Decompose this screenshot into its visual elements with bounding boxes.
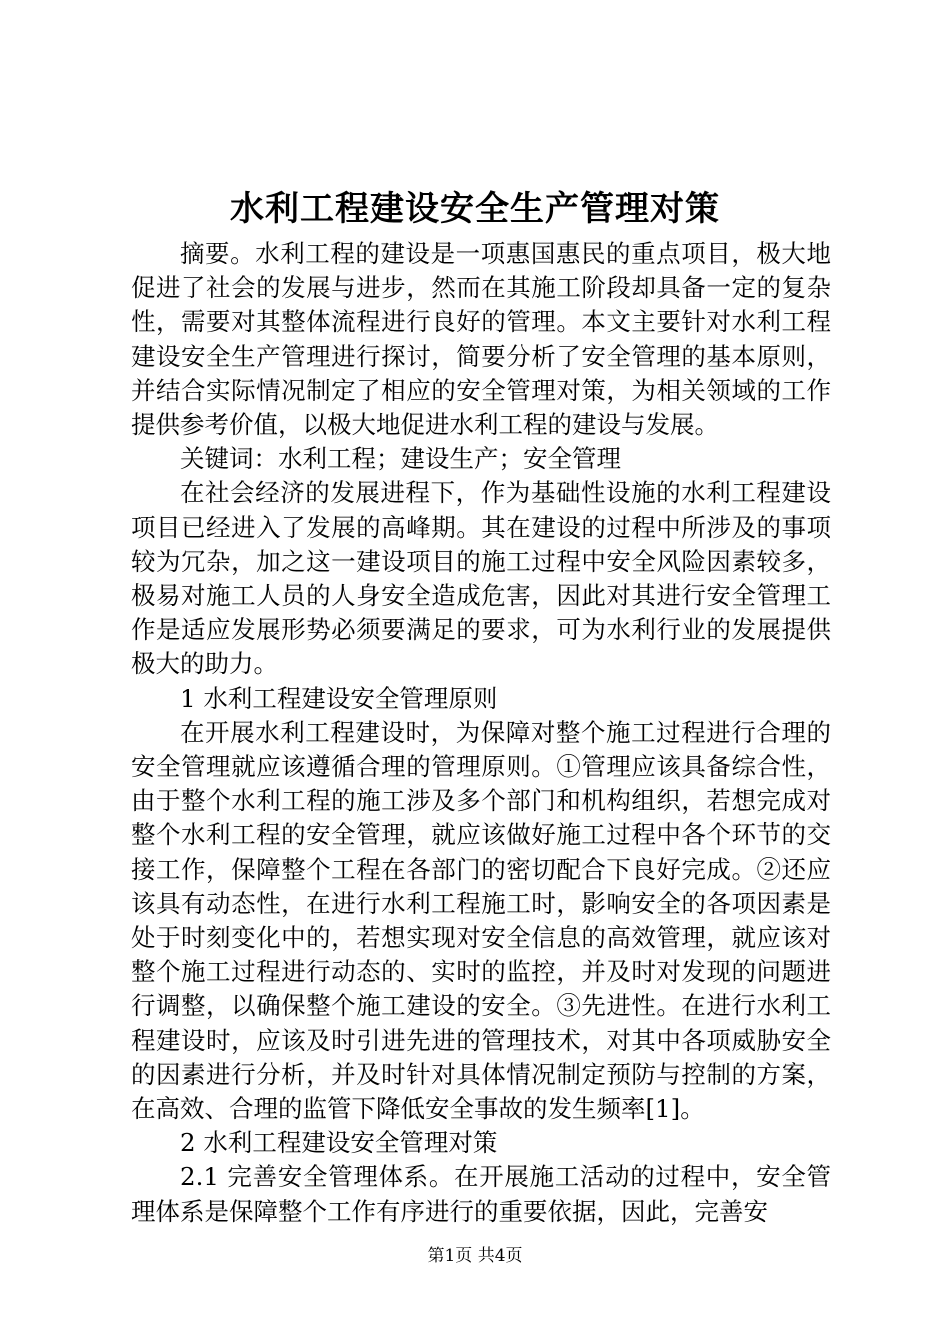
document-body: [131, 237, 831, 1229]
abstract-paragraph: 摘要。水利工程的建设是一项惠国惠民的重点项目，极大地促进了社会的发展与进步，然而在其施工阶段却具备一定的复杂性，需要对其整体流程进行良好的管理。本文主要针对水利工程建设安全生产管理进行探讨，简要分析了安全管理的基本原则，并结合实际情况制定了相应的安全管理对策，为相关领域的工作提供参考价值，以极大地促进水利工程的建设与发展。: [131, 239, 831, 440]
section-2-1-paragraph: 2.1 完善安全管理体系。在开展施工活动的过程中，安全管理体系是保障整个工作有序进行的重要依据，因此，完善安: [131, 1162, 831, 1226]
section-heading-1: 1 水利工程建设安全管理原则: [180, 683, 498, 713]
page-footer: 第1页 共4页: [427, 1246, 523, 1266]
section-1-paragraph: 在开展水利工程建设时，为保障对整个施工过程进行合理的安全管理就应该遵循合理的管理原则。①管理应该具备综合性，由于整个水利工程的施工涉及多个部门和机构组织，若想完成对整个水利工程的安全管理，就应该做好施工过程中各个环节的交接工作，保障整个工程在各部门的密切配合下良好完成。②还应该具有动态性，在进行水利工程施工时，影响安全的各项因素是处于时刻变化中的，若想实现对安全信息的高效管理，就应该对整个施工过程进行动态的、实时的监控，并及时对发现的问题进行调整，以确保整个施工建设的安全。③先进性。在进行水利工程建设时，应该及时引进先进的管理技术，对其中各项威胁安全的因素进行分析，并及时针对具体情况制定预防与控制的方案，在高效、合理的监管下降低安全事故的发生频率[1]。: [131, 717, 831, 1124]
keywords-paragraph: 关键词：水利工程；建设生产；安全管理: [180, 444, 621, 474]
section-heading-2: 2 水利工程建设安全管理对策: [180, 1128, 498, 1158]
intro-paragraph: 在社会经济的发展进程下，作为基础性设施的水利工程建设项目已经进入了发展的高峰期。其在建设的过程中所涉及的事项较为冗杂，加之这一建设项目的施工过程中安全风险因素较多，极易对施工人员的人身安全造成危害，因此对其进行安全管理工作是适应发展形势必须要满足的要求，可为水利行业的发展提供极大的助力。: [131, 478, 831, 679]
document-title: 水利工程建设安全生产管理对策: [230, 189, 720, 229]
